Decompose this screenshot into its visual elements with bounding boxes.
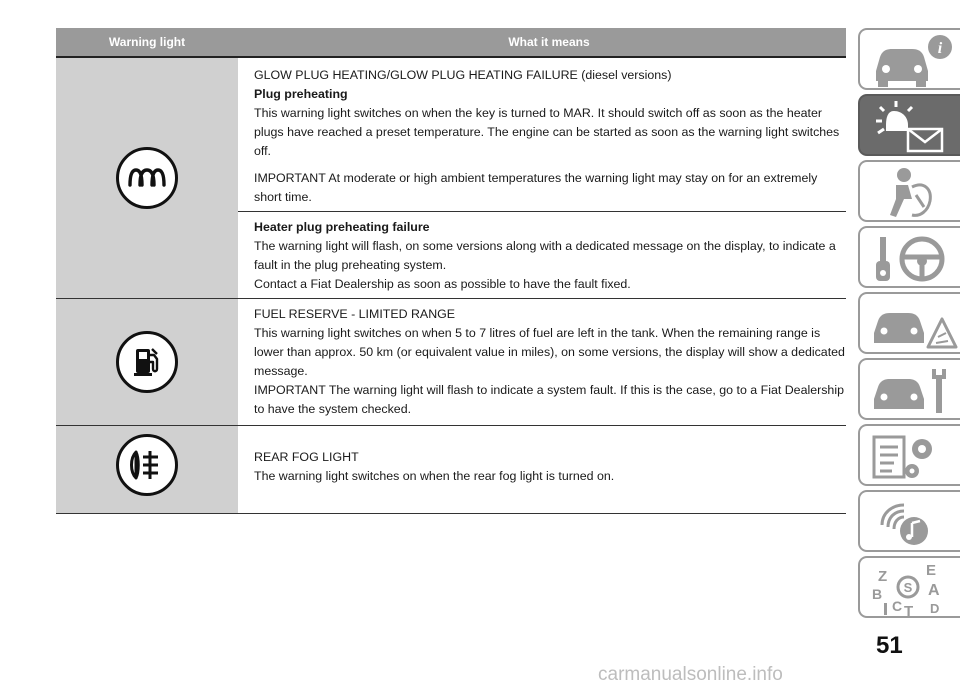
- car-info-icon: [868, 33, 958, 89]
- header-warning-light: Warning light: [108, 35, 186, 49]
- description: The warning light will flash, on some versions along with a dedicated message on the display, to indicate a fault in the plug preheating system.: [254, 239, 836, 272]
- tab-emergency[interactable]: [858, 292, 960, 354]
- car-service-wrench-icon: [868, 363, 958, 419]
- warning-lights-table: [56, 28, 846, 514]
- safety-airbag-icon: [868, 165, 958, 221]
- tab-safety[interactable]: [858, 160, 960, 222]
- description: This warning light switches on when 5 to 7 litres of fuel are left in the tank. When the remaining range is lower than approx. 50 km (or equivalent value in miles), on some versions, the display will show a dedicated message.: [254, 326, 845, 378]
- alphabetical-index-icon: [868, 561, 958, 617]
- heading: Plug preheating: [254, 87, 348, 101]
- icon-cell: [56, 58, 238, 298]
- tab-index[interactable]: [858, 556, 960, 618]
- index-letter: T: [904, 603, 914, 617]
- multimedia-icon: [868, 495, 958, 551]
- technical-data-gears-icon: [868, 429, 958, 485]
- table-row: [56, 58, 846, 299]
- table-row: [56, 426, 846, 514]
- index-letter: B: [872, 586, 883, 602]
- desc-glow-plug-failure: [238, 212, 846, 298]
- svg-text:i: i: [937, 40, 943, 57]
- icon-cell: [56, 426, 238, 513]
- description: Contact a Fiat Dealership as soon as possible to have the fault fixed.: [254, 277, 631, 291]
- important-note: IMPORTANT The warning light will flash to indicate a system fault. If this is the case, go to a Fiat Dealership to have the system checked.: [254, 383, 844, 416]
- description: This warning light switches on when the key is turned to MAR. It should switch off as soon as the heater plugs have reached a preset temperature. The engine can be started as soon as the warning light switches off.: [254, 106, 840, 158]
- warning-lights-icon: [868, 99, 958, 155]
- index-letter: A: [928, 582, 940, 599]
- emergency-car-icon: [868, 297, 958, 353]
- rear-fog-light-icon: [116, 434, 178, 496]
- watermark: carmanualsonline.info: [598, 664, 783, 685]
- index-letter: E: [926, 562, 937, 579]
- tab-car-info[interactable]: [858, 28, 960, 90]
- glow-plug-icon: [116, 147, 178, 209]
- desc-fuel-reserve: [238, 299, 846, 425]
- tab-service[interactable]: [858, 358, 960, 420]
- index-letter: Z: [878, 568, 888, 585]
- icon-cell: [56, 299, 238, 425]
- index-letter: C: [892, 598, 903, 614]
- desc-glow-plug: [238, 58, 846, 212]
- table-header: [56, 28, 846, 58]
- title-line: REAR FOG LIGHT: [254, 450, 359, 464]
- tab-multimedia[interactable]: [858, 490, 960, 552]
- fuel-pump-icon: [116, 331, 178, 393]
- desc-rear-fog: [238, 426, 846, 513]
- heading: Heater plug preheating failure: [254, 220, 430, 234]
- tab-warning-lights[interactable]: [858, 94, 960, 156]
- important-note: IMPORTANT At moderate or high ambient temperatures the warning light may stay on for an extremely short time.: [254, 171, 818, 204]
- tab-starting-driving[interactable]: [858, 226, 960, 288]
- index-letter: S: [903, 580, 913, 595]
- header-what-it-means: What it means: [508, 35, 590, 49]
- page-number: 51: [876, 632, 903, 659]
- key-steering-wheel-icon: [868, 231, 958, 287]
- tab-technical-data[interactable]: [858, 424, 960, 486]
- description: The warning light switches on when the rear fog light is turned on.: [254, 469, 615, 483]
- title-line: FUEL RESERVE - LIMITED RANGE: [254, 307, 456, 321]
- index-letter: D: [930, 601, 940, 616]
- title-line: GLOW PLUG HEATING/GLOW PLUG HEATING FAILURE (diesel versions): [254, 68, 672, 82]
- table-row: [56, 299, 846, 426]
